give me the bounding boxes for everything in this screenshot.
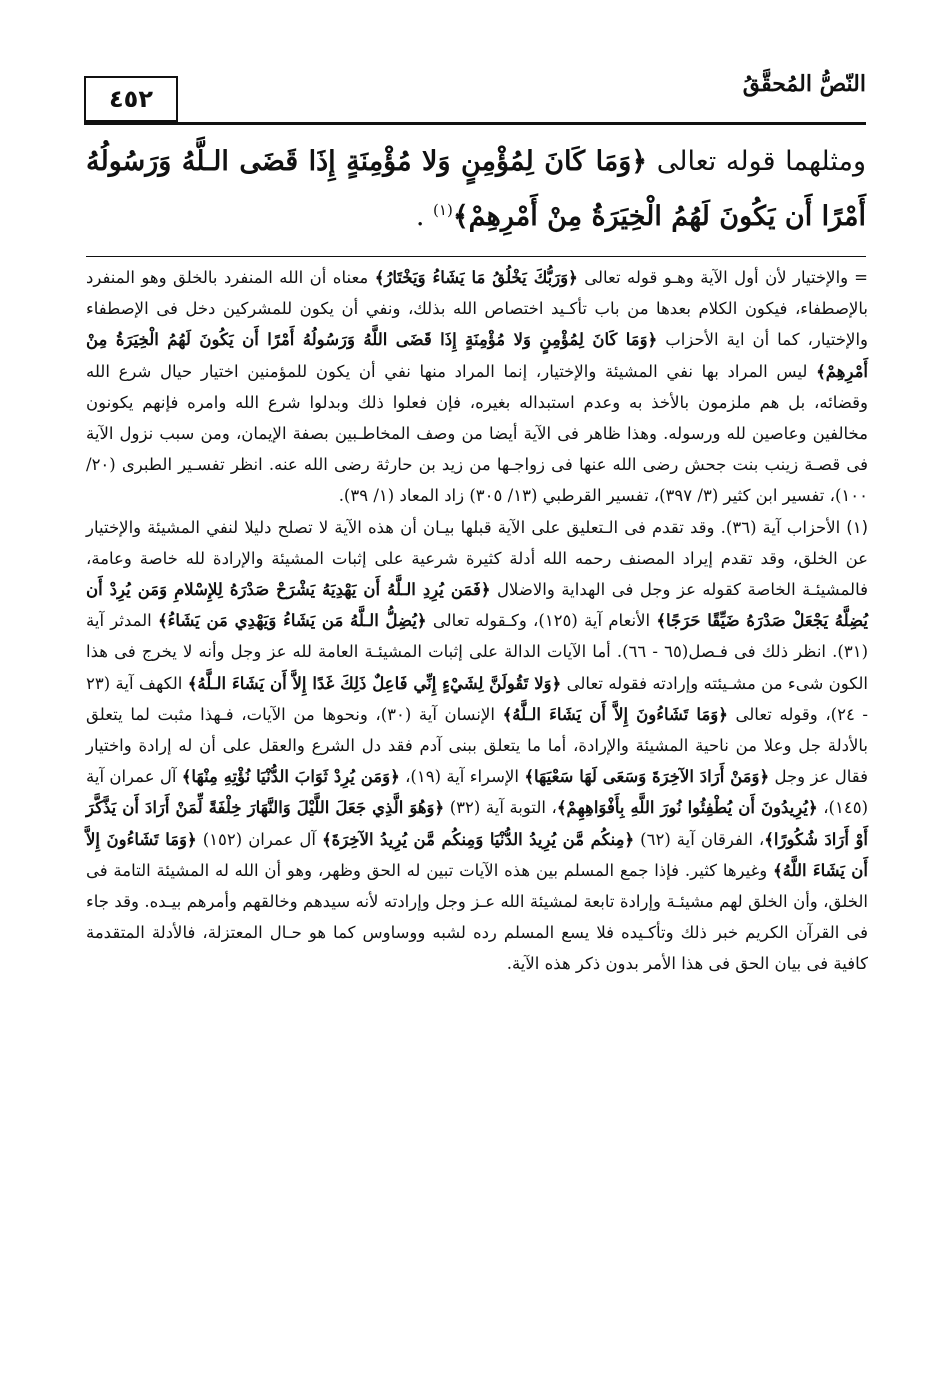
running-title: النّصُّ المُحقَّقُ: [742, 71, 866, 97]
quran-verse: ﴿وَرَبُّكَ يَخْلُقُ مَا يَشَاءُ وَيَخْتَارُ﴾: [374, 268, 578, 287]
footnote-1: [86, 512, 868, 980]
main-end: .: [415, 201, 434, 232]
note-text: آل عمران آية (١٤٥)،: [86, 767, 868, 818]
note-text: ليس المراد بها نفي المشيئة والإختيار، إنما المراد منها نفي أن يكون للمؤمنين اختيار حيال شرع الله وقضائه، بل هم ملزمون بالأخذ به وعدم استبداله بغيره، فإن فعلوا ذلك وبدلوا شرع الله وامره فإنهم يكونون مخالفين وعاصين لله ورسوله. وهذا ظاهر فى الآية أيضا من وصف المخاطـبين بصفة الإيمان، ومن سبب نزول الآية فى قصـة زينب بنت جحش رضى الله عنها فى زواجـها من زيد بن حارثة رضى الله عنه. انظر تفسـير الطبرى (٢٠/ ١٠٠)، تفسير ابن كثير (٣/ ٣٩٧)، تفسير القرطبي (١٣/ ٣٠٥) زاد المعاد (١/ ٣٩).: [86, 361, 868, 506]
footnotes: [86, 262, 868, 980]
quran-verse: ﴿يُرِيدُونَ أَن يُطْفِئُوا نُورَ اللَّهِ بِأَفْوَاهِهِمْ﴾: [556, 798, 818, 818]
note-text: ، الفرقان آية (٦٢): [634, 829, 765, 849]
quran-verse: ﴿وَمَا تَشَاءُونَ إِلاَّ أَن يَشَاءَ الـلَّهُ﴾: [502, 704, 728, 724]
main-intro: ومثلهما قوله تعالى: [647, 146, 866, 177]
note-text: الأحزاب آية (٣٦). وقد تقدم فى الـتعليق على الآية قبلها بيـان أن هذه الآية لا تصلح دليلا لنفي المشيئة والإختيار عن الخلق، وقد تقدم إيراد المصنف رحمه الله أدلة كثيرة شرعية على إثبات المشيئة والإرادة لله خاصة وعامة، فالمشيئـة الخاصة كقوله عز وجل فى الهداية والاضلال: [86, 517, 868, 600]
note-text: الأنعام آية (١٢٥)، وكـقوله تعالى: [426, 611, 657, 631]
note-text: الكهف آية (٢٣ - ٢٤)، وقوله تعالى: [86, 673, 868, 724]
quran-verse: ﴿وَمَا كَانَ لِمُؤْمِنٍ وَلا مُؤْمِنَةٍ إِذَا قَضَى اللَّهُ وَرَسُولُهُ أَمْرًا أَن يَكُونَ لَهُمُ الْخِيَرَةُ مِنْ أَمْرِهِمْ﴾: [86, 330, 868, 381]
quran-verse: ﴿فَمَن يُرِدِ الـلَّهُ أَن يَهْدِيَهُ يَشْرَحْ صَدْرَهُ لِلإِسْلامِ وَمَن يُرِدْ أَن يُضِلَّهُ يَجْعَلْ صَدْرَهُ ضَيِّقًا حَرَجًا﴾: [86, 580, 869, 631]
quran-verse: ﴿وَمَنْ أَرَادَ الآخِرَةَ وَسَعَى لَهَا سَعْيَهَا﴾: [524, 767, 770, 787]
note-text: معناه أن الله المنفرد بالخلق وهو المنفرد بالإصطفاء، فيكون الكلام بعدها من باب تأكـيد اختصاص الله بذلك، ونفي أن يكون للمشركين دخل فى الإصطفاء والإختيار، كما أن اية الأحزاب: [86, 268, 868, 350]
quran-verse: ﴿يُضِلُّ الـلَّهُ مَن يَشَاءُ وَيَهْدِي مَن يَشَاءُ﴾: [158, 611, 427, 631]
note-text: والإختيار لأن أول الآية وهـو قوله تعالى: [577, 268, 849, 287]
footnote-separator: [86, 256, 866, 257]
note-text: آل عمران (١٥٢): [196, 829, 322, 849]
quran-verse: ﴿وَلا تَقُولَنَّ لِشَيْءٍ إِنِّي فَاعِلٌ ذَلِكَ غَدًا إِلاَّ أَن يَشَاءَ الـلَّهُ﴾: [187, 673, 562, 693]
footnote-marker: (١): [846, 517, 868, 537]
continuation-marker: =: [854, 268, 868, 287]
quran-verse: ﴿وَمَا تَشَاءُونَ إِلاَّ أَن يَشَاءَ اللَّهُ﴾: [86, 829, 868, 880]
note-text: وغيرها كثير. فإذا جمع المسلم بين هذه الآيات تبين له الحق وظهر، وهو أن الله له المشيئة التامة فى الخلق، وأن الخلق لهم مشيئـة وإرادة تابعة لمشيئة الله عـز وجل وإرادته لأنه سيدهم وخالقهم وأمرهم بيـده. وقد جاء فى القرآن الكريم خبر ذلك وتأكـيده فلا يسع المسلم رده لشبه ووساوس كما هو حـال المعتزلة، فالأدلة المتقدمة كافية فى بيان الحق فى هذا الأمر بدون ذكر هذه الآية.: [86, 860, 868, 974]
main-text: [86, 134, 866, 244]
footnote-continuation: [86, 262, 868, 512]
header-rule: [84, 122, 866, 125]
quran-verse: ﴿وَمَن يُرِدْ ثَوَابَ الدُّنْيَا نُؤْتِهِ مِنْهَا﴾: [181, 767, 400, 787]
note-text: الإنسان آية (٣٠)، ونحوها من الآيات، فـهذا مثبت لما يتعلق بالأدلة جل وعلا من ناحية المشيئة والإرادة، أما ما يتعلق ببنى آدم فقد دل الشرع والعقل على أن له إرادة واختيار فقال عز وجل: [86, 704, 868, 787]
quran-verse: ﴿وَهُوَ الَّذِي جَعَلَ اللَّيْلَ وَالنَّهَارَ خِلْفَةً لِّمَنْ أَرَادَ أَن يَذَّكَّرَ أَوْ أَرَادَ شُكُورًا﴾: [86, 798, 868, 849]
page-header: [84, 64, 866, 124]
note-text: الإسراء آية (١٩)،: [399, 767, 525, 787]
quran-verse: ﴿مِنكُم مَّن يُرِيدُ الدُّنْيَا وَمِنكُم مَّن يُرِيدُ الآخِرَةَ﴾: [321, 829, 635, 849]
note-text: ، التوبة آية (٣٢): [444, 798, 557, 818]
footnote-reference: (١): [433, 201, 453, 219]
page-number: ٤٥٢: [84, 76, 178, 122]
note-text: المدثر آية (٣١). انظر ذلك فى فـصل(٦٥ - ٦٦). أما الآيات الدالة على إثبات المشيئـة العامة لله عز وجل وأنه لا يخرج فى هذا الكون شىء من مشـيئته وإرادته فقوله تعالى: [86, 611, 868, 693]
main-verse: ﴿وَمَا كَانَ لِمُؤْمِنٍ وَلا مُؤْمِنَةٍ إِذَا قَضَى الـلَّهُ وَرَسُولُهُ أَمْرًا أَن يَكُونَ لَهُمُ الْخِيَرَةُ مِنْ أَمْرِهِمْ﴾: [86, 146, 866, 232]
